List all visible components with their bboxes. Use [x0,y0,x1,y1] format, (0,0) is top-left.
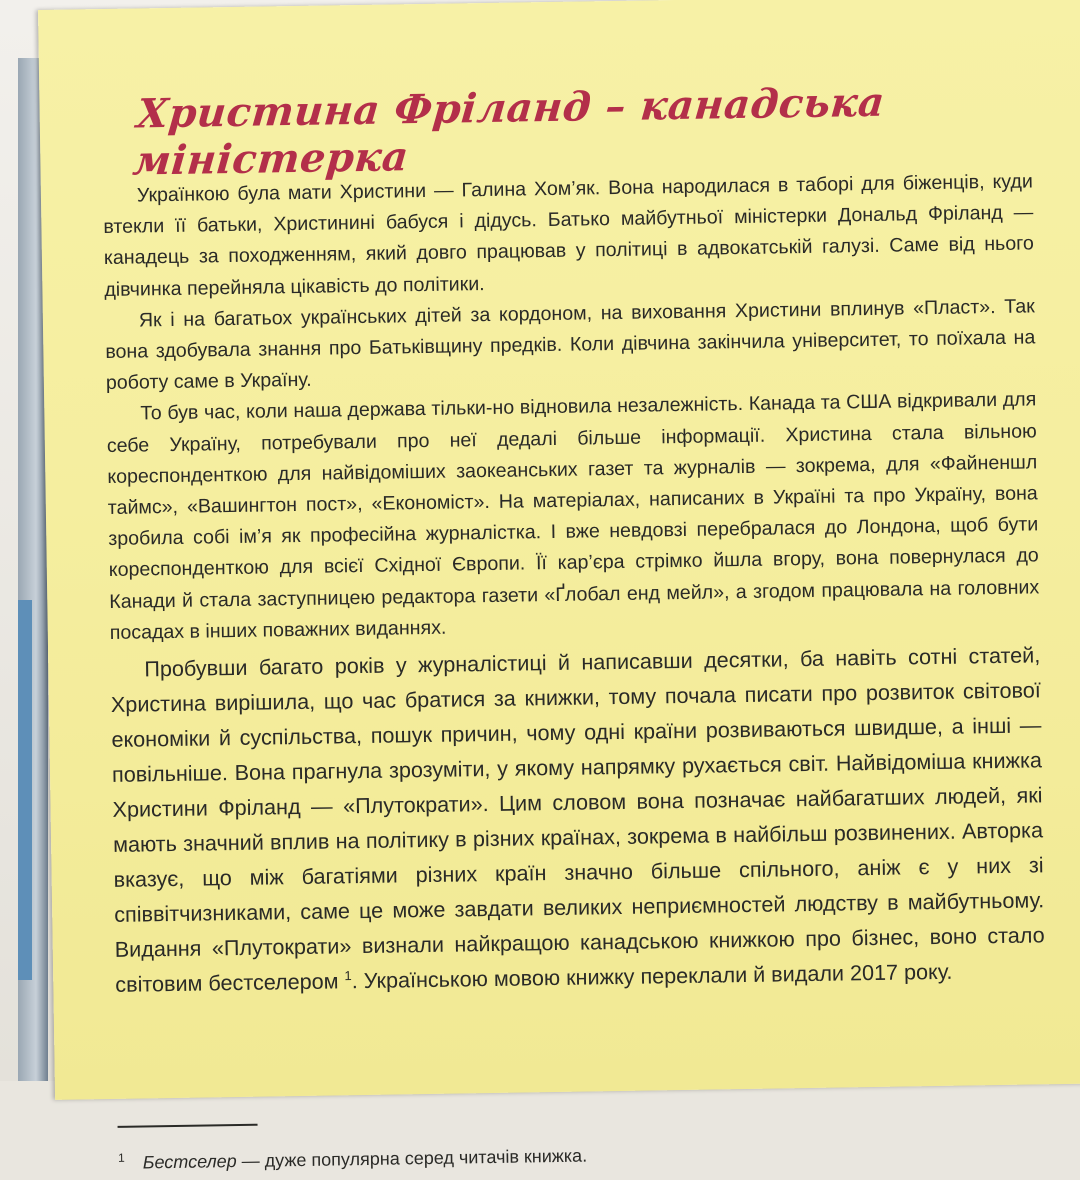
book-page [38,0,1080,1173]
paragraph-4 [110,637,1045,1002]
footnote-definition: — дуже популярна серед читачів книжка. [236,1145,588,1172]
paragraph-4-tail: . Українською мовою книжку переклали й видали 2017 року. [351,958,953,994]
paragraph-2: Як і на багатьох українських дітей за кордоном, на виховання Христини вплинув «Пласт». Так вона здобувала знання про Батьківщину предків. Коли дівчина закінчила університет, то поїхала на роботу саме в Україну. [105,295,1036,395]
paragraph-1: Українкою була мати Христини — Галина Хом’як. Вона народилася в таборі для біженців, куди втекли її батьки, Христинині бабуся і дідусь. Батько майбутньої міністерки Дональд Фріланд — канадець за походженням, який довго працював у політиці в адвокатській галузі. Саме від нього дівчинка перейняла цікавість до політики. [103,170,1034,301]
footnote-term: Бестселер [142,1151,237,1173]
book-cover-accent [18,600,32,980]
footnote-reference: 1 [344,968,352,984]
paragraph-3: То був час, коли наша держава тільки-но відновила незалежність. Канада та США відкривали для себе Україну, потребували про неї дедалі більше інформації. Христина стала вільною кореспонденткою для найвідоміших заокеанських газет та журналів — зокрема, для «Файненшл таймс», «Вашингтон пост», «Економіст». На матеріалах, написаних в Україні та про Україну, вона зробила собі ім’я як професійна журналістка. І вже невдовзі перебралася до Лондона, щоб бути кореспонденткою для всієї Східної Європи. Її кар’єра стрімко йшла вгору, вона повернулася до Канади й стала заступницею редактора газети «Ґлобал енд мейл», а згодом працювала на головних посадах в інших поважних виданнях. [106,388,1040,644]
body-text [103,166,1046,1173]
page-title: Христина Фріланд – канадська міністерка [130,78,887,185]
paragraph-4-main: Пробувши багато років у журналістиці й написавши десятки, ба навіть сотні статей, Христина вирішила, що час братися за книжки, тому почала писати про розвиток світової економіки й суспільства, пошук причин, чому одні країни розвиваються швидше, а інші — повільніше. Вона прагнула зрозуміти, у якому напрямку рухається світ. Найвідоміша книжка Христини Фріланд — «Плутократи». Цим словом вона позначає найбагатших людей, які мають значний вплив на політику в різних країнах, зокрема в найбільш розвинених. Авторка вказує, що між багатіями різних країн значно більше спільного, аніж є у них зі співвітчизниками, саме це може завдати великих неприємностей людству в майбутньому. Видання «Плутократи» визнали найкращою канадською книжкою про бізнес, воно стало світовим бестселером [110,642,1045,997]
footnote-mark: 1 [117,1150,125,1165]
footnote [118,1129,1018,1179]
footnote-divider [118,1124,258,1128]
